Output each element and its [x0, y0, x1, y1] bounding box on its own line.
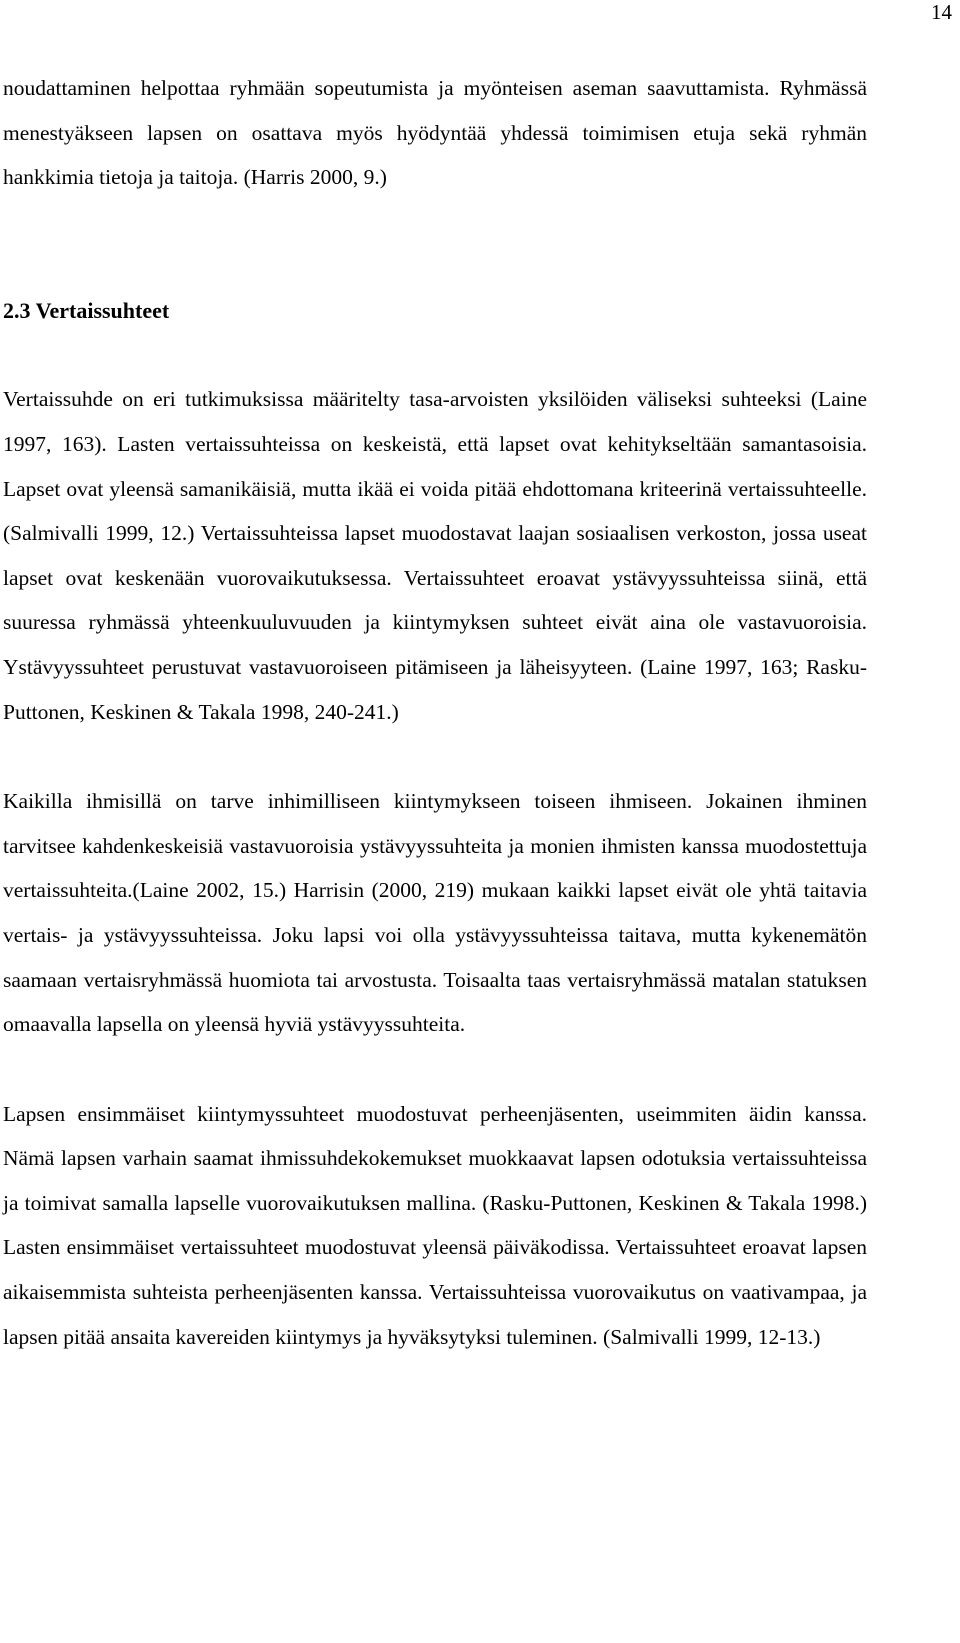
document-body [3, 66, 867, 1359]
section-heading: 2.3 Vertaissuhteet [3, 297, 170, 323]
paragraph-ensimmaiset: Lapsen ensimmäiset kiintymyssuhteet muodostuvat perheenjäsenten, useimmiten äidin kanssa. Nämä lapsen varhain saamat ihmissuhdekokemukset muokkaavat lapsen odotuksia vertaissuhteissa ja toimivat samalla lapselle vuorovaikutuksen mallina. (Rasku-Puttonen, Keskinen & Takala 1998.) Lasten ensimmäiset vertaissuhteet muodostuvat yleensä päiväkodissa. Vertaissuhteet eroavat lapsen aikaisemmista suhteista perheenjäsenten kanssa. Vertaissuhteissa vuorovaikutus on vaativampaa, ja lapsen pitää ansaita kavereiden kiintymys ja hyväksytyksi tuleminen. (Salmivalli 1999, 12-13.) [3, 1101, 867, 1349]
paragraph-intro: noudattaminen helpottaa ryhmään sopeutumista ja myönteisen aseman saavuttamista. Ryhmässä menestyäkseen lapsen on osattava myös hyödyntää yhdessä toimimisen etuja sekä ryhmän hankkimia tietoja ja taitoja. (Harris 2000, 9.) [3, 76, 867, 190]
paragraph-kiintymys: Kaikilla ihmisillä on tarve inhimilliseen kiintymykseen toiseen ihmiseen. Jokainen ihminen tarvitsee kahdenkeskeisiä vastavuoroisia ystävyyssuhteita ja monien ihmisten kanssa muodostettuja vertaissuhteita.(Laine 2002, 15.) Harrisin (2000, 219) mukaan kaikki lapset eivät ole yhtä taitavia vertais- ja ystävyyssuhteissa. Joku lapsi voi olla ystävyyssuhteissa taitava, mutta kykenemätön saamaan vertaisryhmässä huomiota tai arvostusta. Toisaalta taas vertaisryhmässä matalan statuksen omaavalla lapsella on yleensä hyviä ystävyyssuhteita. [3, 789, 867, 1037]
page-number: 14 [931, 0, 952, 24]
paragraph-vertaissuhde: Vertaissuhde on eri tutkimuksissa määritelty tasa-arvoisten yksilöiden väliseksi suhteeksi (Laine 1997, 163). Lasten vertaissuhteissa on keskeistä, että lapset ovat kehitykseltään samantasoisia. Lapset ovat yleensä samanikäisiä, mutta ikää ei voida pitää ehdottomana kriteerinä vertaissuhteelle. (Salmivalli 1999, 12.) Vertaissuhteissa lapset muodostavat laajan sosiaalisen verkoston, jossa useat lapset ovat keskenään vuorovaikutuksessa. Vertaissuhteet eroavat ystävyyssuhteissa siinä, että suuressa ryhmässä yhteenkuuluvuuden ja kiintymyksen suhteet eivät aina ole vastavuoroisia. Ystävyyssuhteet perustuvat vastavuoroiseen pitämiseen ja läheisyyteen. (Laine 1997, 163; Rasku-Puttonen, Keskinen & Takala 1998, 240-241.) [3, 387, 867, 724]
